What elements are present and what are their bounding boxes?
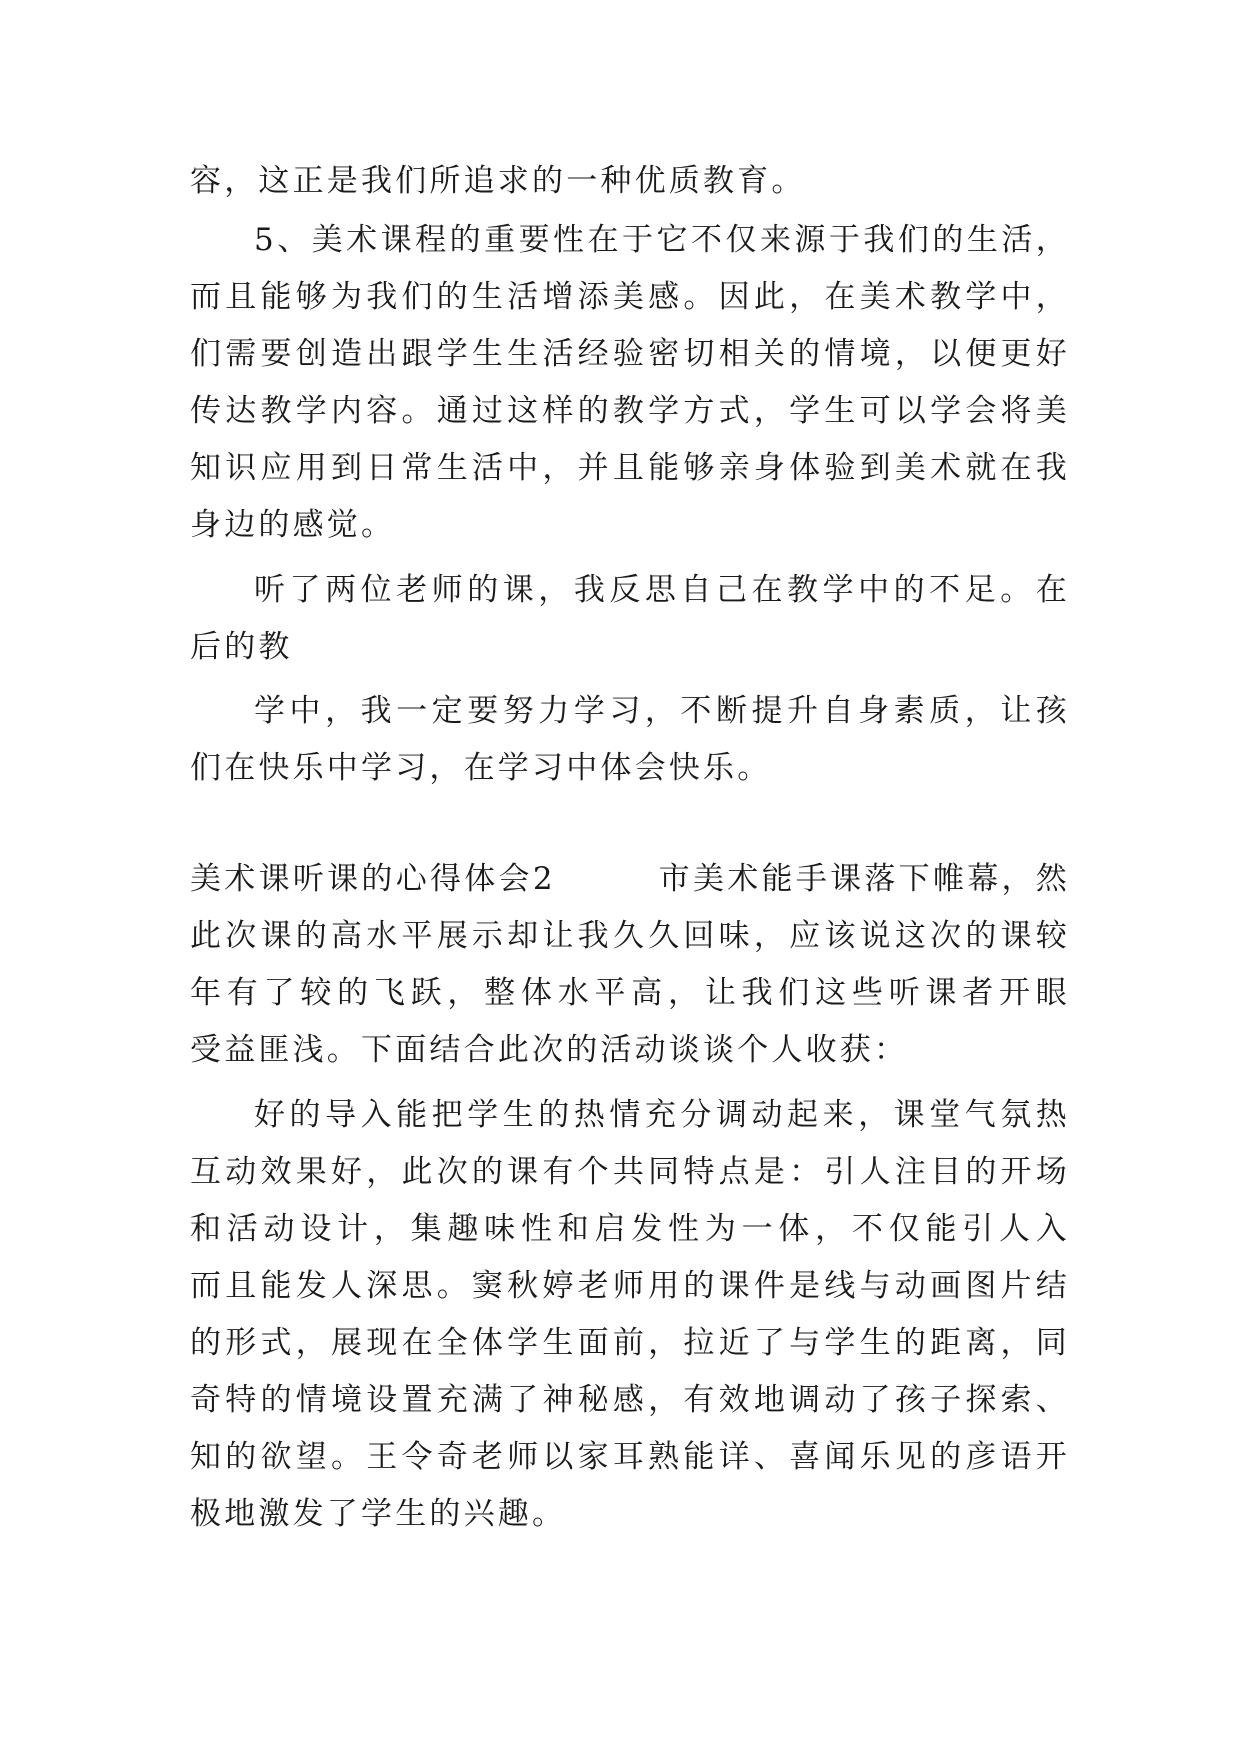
text-line: 奇特的情境设置充满了神秘感，有效地调动了孩子探索、: [190, 1382, 1070, 1418]
text-line: 5、美术课程的重要性在于它不仅来源于我们的生活，: [254, 222, 1070, 258]
text-line: 容，这正是我们所追求的一种优质教育。: [190, 163, 806, 199]
text-line: 此次课的高水平展示却让我久久回味，应该说这次的课较: [190, 918, 1070, 954]
text-line: 年有了较的飞跃，整体水平高，让我们这些听课者开眼: [190, 975, 1070, 1011]
text-line: 知的欲望。王令奇老师以家耳熟能详、喜闻乐见的彦语开: [190, 1439, 1070, 1475]
section-heading-line: 美术课听课的心得体会2 市美术能手课落下帷幕，然: [190, 861, 1070, 897]
text-line: 的形式，展现在全体学生面前，拉近了与学生的距离，同: [190, 1325, 1070, 1361]
text-line: 们需要创造出跟学生生活经验密切相关的情境，以便更好: [190, 336, 1070, 372]
text-line: 知识应用到日常生活中，并且能够亲身体验到美术就在我: [190, 450, 1070, 486]
text-line: 们在快乐中学习，在学习中体会快乐。: [190, 750, 772, 786]
text-line: 好的导入能把学生的热情充分调动起来，课堂气氛热: [254, 1097, 1070, 1133]
text-line: 受益匪浅。下面结合此次的活动谈谈个人收获：: [190, 1032, 909, 1068]
text-line: 而且能够为我们的生活增添美感。因此，在美术教学中，: [190, 279, 1070, 315]
text-line: 传达教学内容。通过这样的教学方式，学生可以学会将美: [190, 393, 1070, 429]
text-line: 身边的感觉。: [190, 507, 396, 543]
text-line: 极地激发了学生的兴趣。: [190, 1496, 567, 1532]
text-line: 学中，我一定要努力学习，不断提升自身素质，让孩: [254, 693, 1070, 729]
text-line: 后的教: [190, 629, 293, 665]
text-line: 互动效果好，此次的课有个共同特点是：引人注目的开场: [190, 1154, 1070, 1190]
text-line: 和活动设计，集趣味性和启发性为一体，不仅能引人入: [190, 1211, 1070, 1247]
text-line: 而且能发人深思。窦秋婷老师用的课件是线与动画图片结: [190, 1268, 1070, 1304]
text-line: 听了两位老师的课，我反思自己在教学中的不足。在: [254, 572, 1070, 608]
